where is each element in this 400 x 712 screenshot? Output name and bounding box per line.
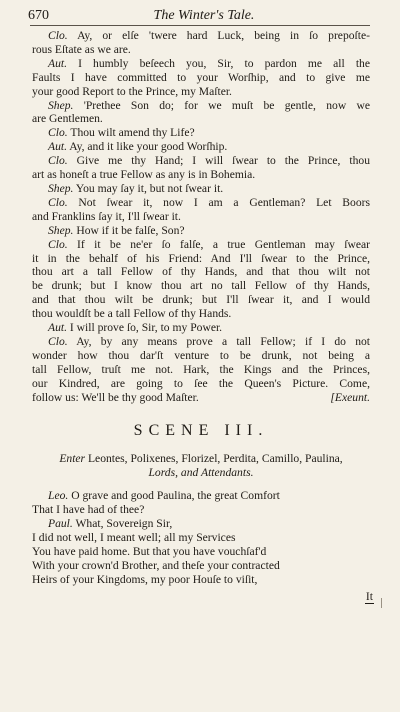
speaker-name: Clo. xyxy=(48,334,68,348)
text-line xyxy=(32,43,370,57)
text-line xyxy=(32,71,370,85)
text-line xyxy=(32,224,370,238)
text-line xyxy=(32,279,370,293)
line-text: How if it be falſe, Son? xyxy=(76,223,185,237)
text-line xyxy=(32,238,370,252)
stage-direction-line2 xyxy=(32,466,370,480)
line-text: wonder how thou dar'ſt venture to be drunk, not being a xyxy=(32,348,370,362)
verse-line xyxy=(32,573,370,587)
scene-heading: SCENE III. xyxy=(133,422,269,440)
stage-direction xyxy=(32,452,370,466)
line-text: follow us: We'll be thy good Maſter. xyxy=(32,390,199,404)
line-text: and that thou wilt be drunk; but I'll ſwear it, and I would xyxy=(32,293,370,307)
line-text: thou wouldſt be a tall Fellow of thy Hands. xyxy=(32,307,232,321)
line-text: Faults I have committed to your Worſhip, and to give me xyxy=(32,70,370,84)
line-text: 'Prethee Son do; for we muſt be gentle, now we xyxy=(83,98,370,112)
verse-line xyxy=(32,517,370,531)
page-number: 670 xyxy=(28,8,49,23)
speaker-name: Aut. xyxy=(48,321,67,335)
exeunt-direction: [Exeunt. xyxy=(330,390,370,404)
line-text: What, Sovereign Sir, xyxy=(72,517,173,530)
speaker-name: Clo. xyxy=(48,195,68,209)
text-line xyxy=(32,57,370,71)
line-text: it in the behalf of his Friend: And I'll ſwear to the Prince, xyxy=(32,251,370,265)
catchword-text: It xyxy=(365,589,373,603)
line-text: That I have had of thee? xyxy=(32,503,145,517)
text-line xyxy=(32,210,370,224)
line-text: Give me thy Hand; I will ſwear to the Prince, thou xyxy=(76,154,370,168)
line-text: Ay, or elſe 'twere hard Luck, being in ſo prepoſte- xyxy=(77,29,370,42)
margin-mark xyxy=(381,598,382,608)
speaker-name: Clo. xyxy=(48,29,68,42)
speaker-name: Aut. xyxy=(48,56,67,70)
catchword xyxy=(32,590,374,604)
speaker-name: Leo. xyxy=(48,489,69,503)
line-text: and Franklins ſay it, I'll ſwear it. xyxy=(32,209,181,223)
line-text: art as honeſt a true Fellow as any is in Bohemia. xyxy=(32,168,256,182)
running-header xyxy=(28,8,370,24)
verse-line xyxy=(32,545,370,559)
text-line xyxy=(32,363,370,377)
text-line xyxy=(32,293,370,307)
text-line xyxy=(32,182,370,196)
text-line xyxy=(32,29,370,43)
speaker-name: Clo. xyxy=(48,126,68,140)
text-line xyxy=(32,321,370,335)
text-line xyxy=(32,377,370,391)
line-text: Ay, and it like your good Worſhip. xyxy=(69,140,228,154)
speaker-name: Clo. xyxy=(48,154,68,168)
speaker-name: Shep. xyxy=(48,223,74,237)
line-text: With your crown'd Brother, and theſe your contracted xyxy=(32,558,280,572)
line-text: Not ſwear it, now I am a Gentleman? Let Boors xyxy=(78,195,371,209)
speaker-name: Aut. xyxy=(48,140,67,154)
line-text: You may ſay it, but not ſwear it. xyxy=(75,181,224,195)
line-text: your good Report to the Prince, my Maſter. xyxy=(32,84,232,98)
entering-characters: Leontes, Polixenes, Florizel, Perdita, Camillo, Paulina, xyxy=(85,452,343,466)
line-text: thou art a tall Fellow of thy Hands, and that thou wilt not xyxy=(32,265,370,279)
line-text: You have paid home. But that you have vouchſaf'd xyxy=(32,544,267,558)
speaker-name: Paul. xyxy=(48,517,73,530)
attendants: Lords, and Attendants. xyxy=(148,466,254,480)
running-title: The Winter's Tale. xyxy=(153,8,255,23)
verse-line xyxy=(32,503,370,517)
speaker-name: Shep. xyxy=(48,181,74,195)
line-text: I will prove ſo, Sir, to my Power. xyxy=(69,321,223,335)
verse-line xyxy=(32,489,370,503)
text-line xyxy=(32,140,370,154)
text-line xyxy=(32,335,370,349)
text-line xyxy=(32,265,370,279)
line-text: Ay, by any means prove a tall Fellow; if I do not xyxy=(76,334,371,348)
speaker-name: Clo. xyxy=(48,237,68,251)
text-line xyxy=(32,307,370,321)
verse-line xyxy=(32,559,370,573)
line-text: rous Eſtate as we are. xyxy=(32,42,131,56)
line-text: Thou wilt amend thy Life? xyxy=(70,126,195,140)
line-text: are Gentlemen. xyxy=(32,112,103,126)
text-line xyxy=(32,85,370,99)
header-rule xyxy=(30,25,370,26)
dialogue-prose xyxy=(32,29,370,404)
line-text: I humbly beſeech you, Sir, to pardon me all the xyxy=(78,56,370,70)
line-text: If it be ne'er ſo falſe, a true Gentleman may ſwear xyxy=(77,237,370,251)
line-text: our Kindred, are going to ſee the Queen's Picture. Come, xyxy=(32,376,370,390)
text-line xyxy=(32,252,370,266)
text-line xyxy=(32,196,370,210)
dialogue-verse xyxy=(32,489,370,586)
line-text: tall Fellow, truſt me not. Hark, the Kings and the Princes, xyxy=(32,362,370,376)
text-line xyxy=(32,168,370,182)
verse-line xyxy=(32,531,370,545)
line-text: O grave and good Paulina, the great Comfort xyxy=(68,489,280,503)
line-text: I did not well, I meant well; all my Services xyxy=(32,530,236,544)
text-line xyxy=(32,154,370,168)
text-line xyxy=(32,99,370,113)
text-line xyxy=(32,126,370,140)
speaker-name: Shep. xyxy=(48,98,74,112)
text-line xyxy=(32,391,370,405)
enter-word: Enter xyxy=(59,452,86,466)
line-text: be drunk; but I know thou art no tall Fellow of thy Hands, xyxy=(32,279,370,293)
text-line xyxy=(32,112,370,126)
line-text: Heirs of your Kingdoms, my poor Houſe to viſit, xyxy=(32,572,258,586)
text-line xyxy=(32,349,370,363)
